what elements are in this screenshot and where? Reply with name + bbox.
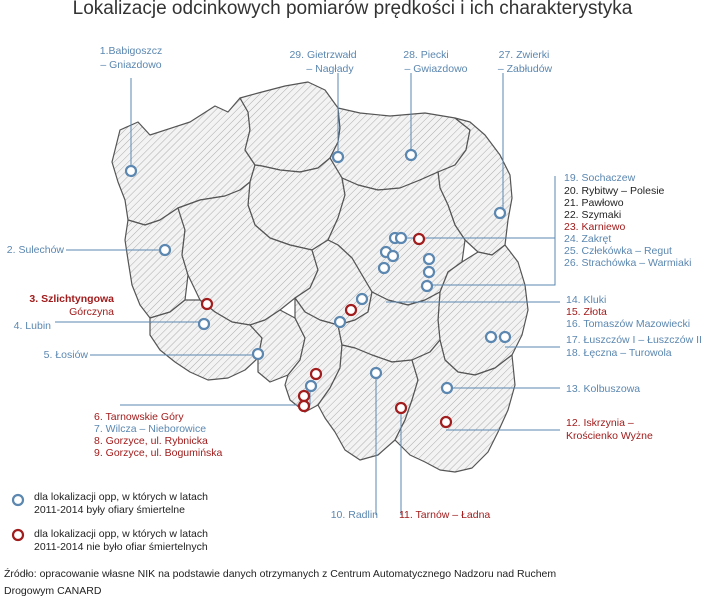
marker-8 bbox=[299, 391, 309, 401]
legend bbox=[13, 491, 208, 553]
label-28a: 28. Piecki bbox=[403, 49, 449, 61]
label-13: 13. Kolbuszowa bbox=[566, 383, 641, 395]
label-7: 7. Wilcza – Nieborowice bbox=[94, 423, 207, 435]
legend-nofatal-icon bbox=[13, 530, 23, 540]
marker-2 bbox=[160, 245, 170, 255]
marker-15 bbox=[346, 305, 356, 315]
label-1a: 1.Babigoszcz bbox=[99, 45, 163, 57]
source-line-1: Źródło: opracowanie własne NIK na podstawie danych otrzymanych z Centrum Automatycznego Nadzoru nad Ruchem bbox=[4, 568, 557, 580]
marker-28 bbox=[406, 150, 416, 160]
label-25: 25. Człekówka – Regut bbox=[564, 245, 672, 257]
marker-23 bbox=[414, 234, 424, 244]
marker-26 bbox=[424, 267, 434, 277]
legend-nofatal-line1: dla lokalizacji opp, w których w latach bbox=[34, 528, 208, 540]
marker-extra bbox=[422, 281, 432, 291]
marker-9 bbox=[299, 401, 309, 411]
label-15: 15. Złota bbox=[566, 306, 607, 318]
label-9: 9. Gorzyce, ul. Bogumińska bbox=[94, 447, 223, 459]
marker-5 bbox=[253, 349, 263, 359]
label-18: 18. Łęczna – Turowola bbox=[566, 347, 672, 359]
label-14: 14. Kluki bbox=[566, 294, 607, 306]
label-11: 11. Tarnów – Ładna bbox=[399, 509, 491, 521]
label-10: 10. Radlin bbox=[330, 509, 378, 521]
label-28b: – Gwiazdowo bbox=[404, 63, 468, 75]
legend-fatal-icon bbox=[13, 495, 23, 505]
map-title: Lokalizacje odcinkowych pomiarów prędkości i ich charakterystyka bbox=[72, 0, 633, 19]
label-26: 26. Strachówka – Warmiaki bbox=[564, 257, 692, 269]
marker-21 bbox=[396, 233, 406, 243]
source-note bbox=[4, 566, 694, 600]
label-8: 8. Gorzyce, ul. Rybnicka bbox=[94, 435, 208, 447]
label-21: 21. Pawłowo bbox=[564, 197, 624, 209]
marker-1 bbox=[126, 166, 136, 176]
marker-13 bbox=[442, 383, 452, 393]
label-5: 5. Łosiów bbox=[43, 349, 88, 361]
marker-22 bbox=[388, 251, 398, 261]
label-3b: Górczyna bbox=[69, 306, 114, 318]
marker-4 bbox=[199, 319, 209, 329]
region-lubuskie bbox=[125, 208, 188, 318]
marker-11 bbox=[396, 403, 406, 413]
label-4: 4. Lubin bbox=[13, 320, 51, 332]
label-2: 2. Sulechów bbox=[6, 244, 64, 256]
label-12a: 12. Iskrzynia – bbox=[566, 417, 634, 429]
marker-3 bbox=[202, 299, 212, 309]
label-23: 23. Karniewo bbox=[564, 221, 626, 233]
marker-29 bbox=[333, 152, 343, 162]
legend-fatal-line2: 2011-2014 były ofiary śmiertelne bbox=[34, 504, 185, 516]
label-22: 22. Szymaki bbox=[564, 209, 622, 221]
source-line-2: Drogowym CANARD bbox=[4, 585, 102, 597]
label-29a: 29. Gietrzwałd bbox=[289, 49, 357, 61]
legend-fatal-line1: dla lokalizacji opp, w których w latach bbox=[34, 491, 208, 503]
label-27b: – Zabłudów bbox=[497, 63, 553, 75]
marker-25 bbox=[424, 254, 434, 264]
label-12b: Krościenko Wyżne bbox=[566, 430, 653, 442]
marker-6 bbox=[311, 369, 321, 379]
marker-27 bbox=[495, 208, 505, 218]
label-3a: 3. Szlichtyngowa bbox=[29, 293, 114, 305]
region-pomorskie bbox=[240, 82, 340, 172]
marker-18 bbox=[500, 332, 510, 342]
marker-14 bbox=[357, 294, 367, 304]
label-1b: – Gniazdowo bbox=[100, 59, 162, 71]
marker-7 bbox=[306, 381, 316, 391]
label-24: 24. Zakręt bbox=[564, 233, 612, 245]
marker-17 bbox=[486, 332, 496, 342]
legend-nofatal-line2: 2011-2014 nie było ofiar śmiertelnych bbox=[34, 541, 208, 553]
marker-24 bbox=[379, 263, 389, 273]
label-16: 16. Tomaszów Mazowiecki bbox=[566, 318, 691, 330]
marker-10 bbox=[371, 368, 381, 378]
marker-16 bbox=[335, 317, 345, 327]
marker-12 bbox=[441, 417, 451, 427]
label-27a: 27. Zwierki bbox=[498, 49, 550, 61]
label-19: 19. Sochaczew bbox=[564, 172, 636, 184]
label-17: 17. Łuszczów I – Łuszczów II bbox=[566, 334, 702, 346]
label-29b: – Nagłady bbox=[306, 63, 354, 75]
label-6: 6. Tarnowskie Góry bbox=[94, 411, 184, 423]
label-20: 20. Rybitwy – Polesie bbox=[564, 185, 665, 197]
